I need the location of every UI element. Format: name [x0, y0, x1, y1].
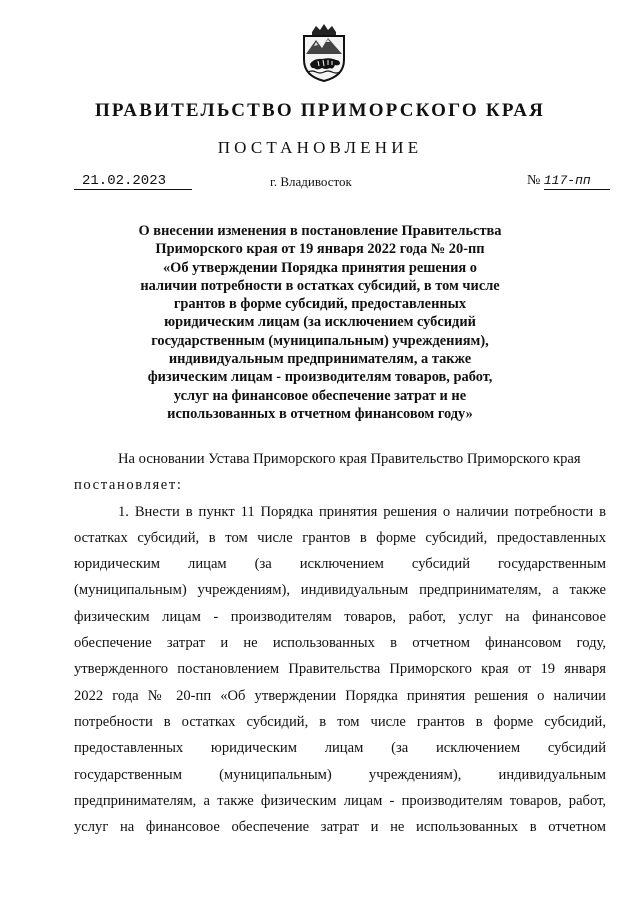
- heading-line: услуг на финансовое обеспечение затрат и не: [173, 387, 467, 404]
- body-line: утвержденного постановлением Правительства Приморского края от 19 января: [74, 661, 606, 678]
- heading-line: физическим лицам - производителям товаров, работ,: [147, 369, 493, 386]
- document-heading: [120, 222, 520, 423]
- document-number: [527, 173, 617, 190]
- heading-line: грантов в форме субсидий, предоставленных: [173, 296, 467, 313]
- document-body: [74, 446, 606, 840]
- body-line: предпринимателям, а также физическим лицам - производителям товаров, работ,: [74, 792, 606, 809]
- body-line: остатках субсидий, в том числе грантов в форме субсидий, предоставленных: [74, 529, 606, 546]
- body-line: постановляет:: [74, 477, 183, 494]
- government-title: ПРАВИТЕЛЬСТВО ПРИМОРСКОГО КРАЯ: [94, 100, 546, 121]
- body-line: юридическим лицам (за исключением субсидий государственным: [74, 556, 606, 573]
- body-line: государственным (муниципальным) учреждениям), индивидуальным: [74, 766, 606, 783]
- number-sign: №: [527, 173, 541, 188]
- body-line: услуг на финансовое обеспечение затрат и не использованных в отчетном: [74, 819, 606, 836]
- heading-line: индивидуальным предпринимателям, а также: [168, 351, 472, 368]
- document-date: 21.02.2023: [74, 173, 192, 190]
- body-line: 1. Внести в пункт 11 Порядка принятия решения о наличии потребности в: [118, 503, 606, 520]
- body-line: физическим лицам - производителям товаров, работ, услуг на финансовое: [74, 608, 606, 625]
- document-city: г. Владивосток: [270, 174, 352, 189]
- document-type: ПОСТАНОВЛЕНИЕ: [217, 138, 423, 157]
- heading-line: юридическим лицам (за исключением субсидий: [164, 314, 476, 331]
- number-value: 117-пп: [544, 173, 610, 190]
- body-line: (муниципальным) учреждениям), индивидуальным предпринимателям, а также: [74, 582, 606, 599]
- body-line: предоставленных юридическим лицам (за исключением субсидий: [74, 740, 606, 757]
- heading-line: О внесении изменения в постановление Правительства: [138, 223, 502, 239]
- heading-line: государственным (муниципальным) учреждениям),: [151, 332, 489, 349]
- heading-line: наличии потребности в остатках субсидий, в том числе: [140, 277, 500, 294]
- heading-line: Приморского края от 19 января 2022 года № 20-пп: [155, 241, 485, 258]
- body-line: 2022 года № 20-пп «Об утверждении Порядка принятия решения о наличии: [74, 687, 606, 704]
- body-line: потребности в остатках субсидий, в том числе грантов в форме субсидий,: [74, 713, 606, 730]
- heading-line: использованных в отчетном финансовом году»: [167, 405, 473, 422]
- body-line: На основании Устава Приморского края Правительство Приморского края: [118, 451, 581, 467]
- heading-line: «Об утверждении Порядка принятия решения о: [162, 259, 477, 276]
- body-line: обеспечение затрат и не использованных в отчетном финансовом году,: [74, 635, 606, 652]
- coat-of-arms-icon: [300, 24, 348, 82]
